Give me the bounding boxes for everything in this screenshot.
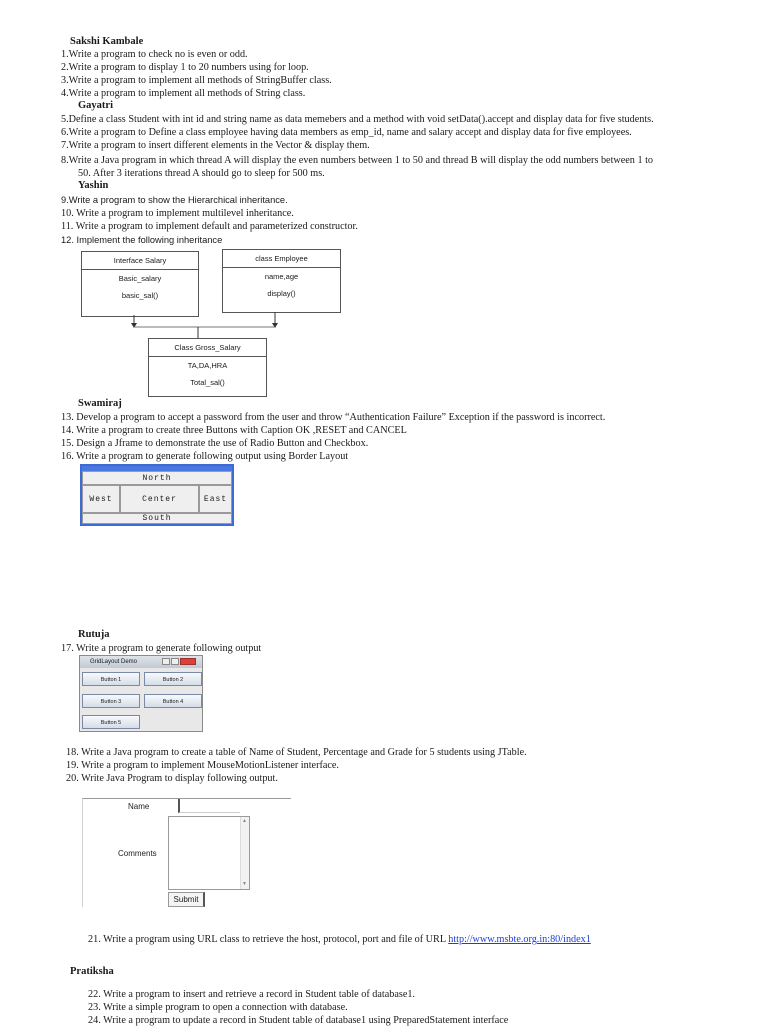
uml-class-employee [222,249,341,313]
border-north-button[interactable]: North [82,471,232,485]
task-1: 1.Write a program to check no is even or odd. [61,49,248,60]
name-label: Name [128,802,150,811]
uml-interface-salary [81,251,199,317]
border-layout-window [80,464,234,526]
uml-employee-method: display() [267,289,296,298]
close-icon[interactable] [180,658,196,665]
border-west-button[interactable]: West [82,485,120,513]
task-23: 23. Write a simple program to open a connection with database. [88,1002,348,1013]
scroll-down-icon[interactable]: ▼ [242,882,247,887]
border-east-button[interactable]: East [199,485,232,513]
uml-class-gross-salary [148,338,267,397]
grid-button-3[interactable]: Button 3 [82,694,140,708]
task-9: 9.Write a program to show the Hierarchical inheritance. [61,195,288,205]
uml-gross-field: TA,DA,HRA [187,361,228,370]
section-heading-sakshi: Sakshi Kambale [70,36,144,47]
task-19: 19. Write a program to implement MouseMotionListener interface. [66,760,339,771]
maximize-icon[interactable] [171,658,179,665]
border-south-button[interactable]: South [82,513,232,524]
uml-gross-title: Class Gross_Salary [149,339,266,357]
uml-employee-field: name,age [264,272,299,281]
uml-salary-title: Interface Salary [82,252,198,270]
grid-button-1[interactable]: Button 1 [82,672,140,686]
task-22: 22. Write a program to insert and retrieve a record in Student table of database1. [88,989,415,1000]
msbte-url-link[interactable]: http://www.msbte.org.in:80/index1 [448,934,591,945]
grid-button-4[interactable]: Button 4 [144,694,202,708]
section-heading-pratiksha: Pratiksha [70,966,114,977]
task-21 [88,933,591,946]
task-7: 7.Write a program to insert different elements in the Vector & display them. [61,140,370,151]
task-6: 6.Write a program to Define a class employee having data members as emp_id, name and salary accept and display data for five employees. [61,127,632,138]
task-16: 16. Write a program to generate following output using Border Layout [61,451,349,462]
section-heading-swamiraj: Swamiraj [78,398,122,409]
uml-gross-method: Total_sal() [190,378,225,387]
task-4: 4.Write a program to implement all methods of String class. [61,88,306,99]
task-8: 8.Write a Java program in which thread A will display the even numbers between 1 to 50 and thread B will display the odd numbers between 1 to [61,155,654,166]
comments-textarea[interactable] [168,816,250,890]
task-5: 5.Define a class Student with int id and string name as data memebers and a method with void setData().accept and display data for five students. [61,114,654,125]
task-15: 15. Design a Jframe to demonstrate the use of Radio Button and Checkbox. [61,438,369,449]
name-input[interactable] [178,799,240,813]
task-2: 2.Write a program to display 1 to 20 numbers using for loop. [61,62,309,73]
uml-salary-field: Basic_salary [118,274,162,283]
uml-salary-method: basic_sal() [121,291,159,300]
form-window [82,798,291,907]
task-14: 14. Write a program to create three Buttons with Caption OK ,RESET and CANCEL [61,425,407,436]
task-20: 20. Write Java Program to display following output. [66,773,278,784]
task-10: 10. Write a program to implement multilevel inheritance. [61,208,294,219]
task-17: 17. Write a program to generate following output [61,643,262,654]
task-8-continued: 50. After 3 iterations thread A should go to sleep for 500 ms. [78,168,325,179]
section-heading-yashin: Yashin [78,180,109,191]
grid-layout-window [79,655,203,732]
task-18: 18. Write a Java program to create a table of Name of Student, Percentage and Grade for 5 students using JTable. [66,747,527,758]
comments-label: Comments [118,849,157,858]
minimize-icon[interactable] [162,658,170,665]
uml-employee-title: class Employee [223,250,340,268]
submit-button[interactable]: Submit [168,892,205,907]
task-12: 12. Implement the following inheritance [61,235,223,245]
grid-layout-title: GridLayout Demo [90,659,138,665]
grid-button-2[interactable]: Button 2 [144,672,202,686]
section-heading-rutuja: Rutuja [78,629,110,640]
task-21-text: 21. Write a program using URL class to retrieve the host, protocol, port and file of URL [88,934,446,945]
task-13: 13. Develop a program to accept a password from the user and throw “Authentication Failure” Exception if the password is incorrect. [61,412,606,423]
grid-button-5[interactable]: Button 5 [82,715,140,729]
comments-scrollbar[interactable] [240,817,249,889]
border-center-button[interactable]: Center [120,485,199,513]
scroll-up-icon[interactable]: ▲ [242,819,247,824]
section-heading-gayatri: Gayatri [78,100,113,111]
task-3: 3.Write a program to implement all methods of StringBuffer class. [61,75,332,86]
task-11: 11. Write a program to implement default and parameterized constructor. [61,221,358,232]
task-24: 24. Write a program to update a record in Student table of database1 using PreparedStatement interface [88,1015,509,1026]
